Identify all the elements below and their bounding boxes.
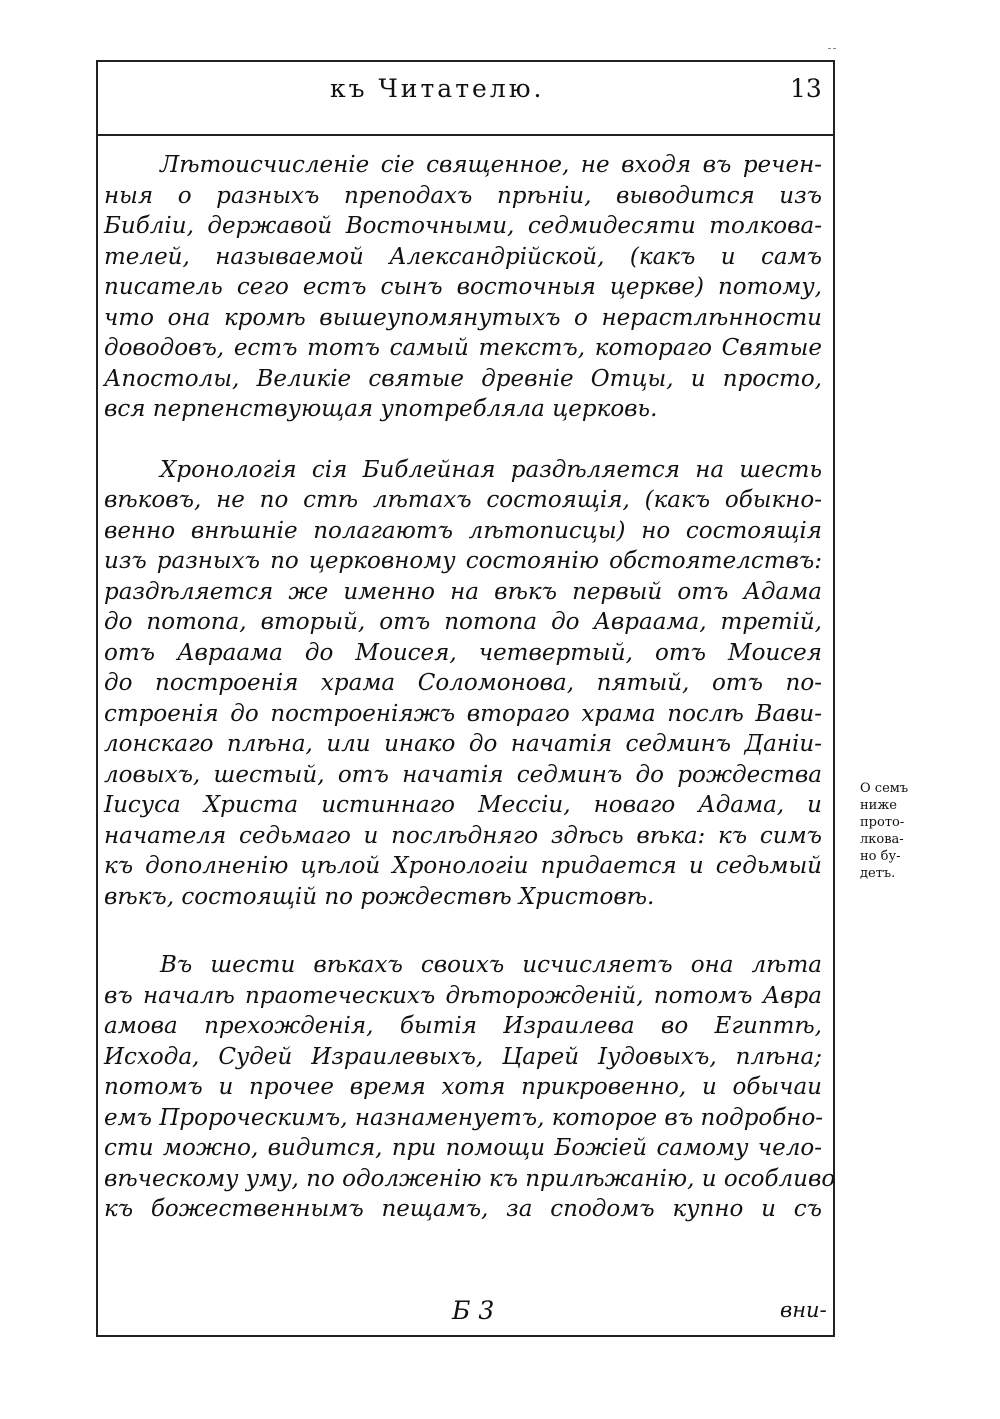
text-line: Іисуса Христа истиннаго Мессіи, новаго Адама, и [104,792,822,818]
text-line: Исхода, Судей Израилевыхъ, Царей Іудовыхъ, плѣна; [104,1043,822,1070]
text-line: отъ Авраама до Моисея, четвертый, отъ Моисея [104,639,822,666]
signature-mark: Б 3 [452,1296,495,1325]
paragraph-3 [104,950,836,1225]
page-frame-bottom-rule [96,1335,835,1337]
text-line: до потопа, вторый, отъ потопа до Авраама, третій, [104,609,822,635]
text-line: ловыхъ, шестый, отъ начатія седминъ до рождества [104,761,822,788]
text-line: венно внѣшніе полагаютъ лѣтописцы) но состоящія [104,517,822,544]
text-line: Лѣтоисчисленіе сіе священное, не входя въ речен- [160,152,822,178]
text-line: строенія до построеніяжъ втораго храма послѣ Вави- [104,700,822,727]
page-number: 13 [790,74,822,103]
text-line: Въ шести вѣкахъ своихъ исчисляетъ она лѣта [160,952,822,978]
text-line: вѣкъ, состоящій по рождествѣ Христовѣ. [104,883,655,910]
text-line: къ божественнымъ пещамъ, за сподомъ купно и съ [104,1196,822,1222]
main-text [104,150,836,1225]
text-line: лонскаго плѣна, или инако до начатія седминъ Даніи- [104,731,822,757]
text-line: что она кромѣ вышеупомянутыхъ о нерастлѣнности [104,304,822,331]
text-line: Апостолы, Великіе святые древніе Отцы, и просто, [104,365,822,392]
margin-note-line: О семъ [860,781,909,796]
text-line: телей, называемой Александрійской, (какъ и самъ [104,243,822,270]
margin-note-line: прото- [860,815,905,830]
text-line: писатель сего естъ сынъ восточныя церкве) потому, [104,274,822,300]
margin-note-line: лкова- [860,832,904,847]
top-corner-mark [828,38,836,49]
text-line: вся перпенствующая употребляла церковь. [104,396,658,422]
text-line: Библіи, державой Восточными, седмидесяти толкова- [104,213,822,239]
text-line: начателя седьмаго и послѣдняго здѣсь вѣка: къ симъ [104,822,822,849]
text-line: емъ Пророческимъ, назнаменуетъ, которое въ подробно- [104,1104,824,1131]
margin-note-line: ниже [860,798,897,813]
paragraph-1 [104,150,822,425]
text-line: доводовъ, естъ тотъ самый текстъ, котораго Святые [104,335,822,361]
text-line: до построенія храма Соломонова, пятый, отъ по- [104,670,822,696]
header-rule [96,134,835,136]
text-line: амова прехожденія, бытія Израилева во Египтѣ, [104,1013,822,1039]
text-line: вѣковъ, не по стѣ лѣтахъ состоящія, (какъ обыкно- [104,487,822,513]
text-line: вѣческому уму, по одолженію къ прилѣжанію, и особливо [104,1165,836,1192]
margin-note-line: детъ. [860,866,896,881]
text-line: въ началѣ праотеческихъ дѣторожденій, потомъ Авра [104,982,822,1009]
catchword: вни- [780,1298,827,1322]
margin-note-line: но бу- [860,849,901,864]
running-head: къ Читателю. [330,74,545,103]
paragraph-2 [104,455,822,913]
text-line: изъ разныхъ по церковному состоянію обстоятелствъ: [104,548,822,574]
text-line: Хронологія сія Библейная раздѣляется на шесть [160,456,822,483]
margin-note [860,780,930,882]
text-line: къ дополненію цѣлой Хронологіи придается и седьмый [104,853,822,879]
text-line: сти можно, видится, при помощи Божіей самому чело- [104,1135,822,1161]
text-line: потомъ и прочее время хотя прикровенно, и обычаи [104,1074,822,1100]
text-line: ныя о разныхъ преподахъ прѣніи, выводится изъ [104,182,822,209]
text-line: раздѣляется же именно на вѣкъ первый отъ Адама [104,578,822,605]
